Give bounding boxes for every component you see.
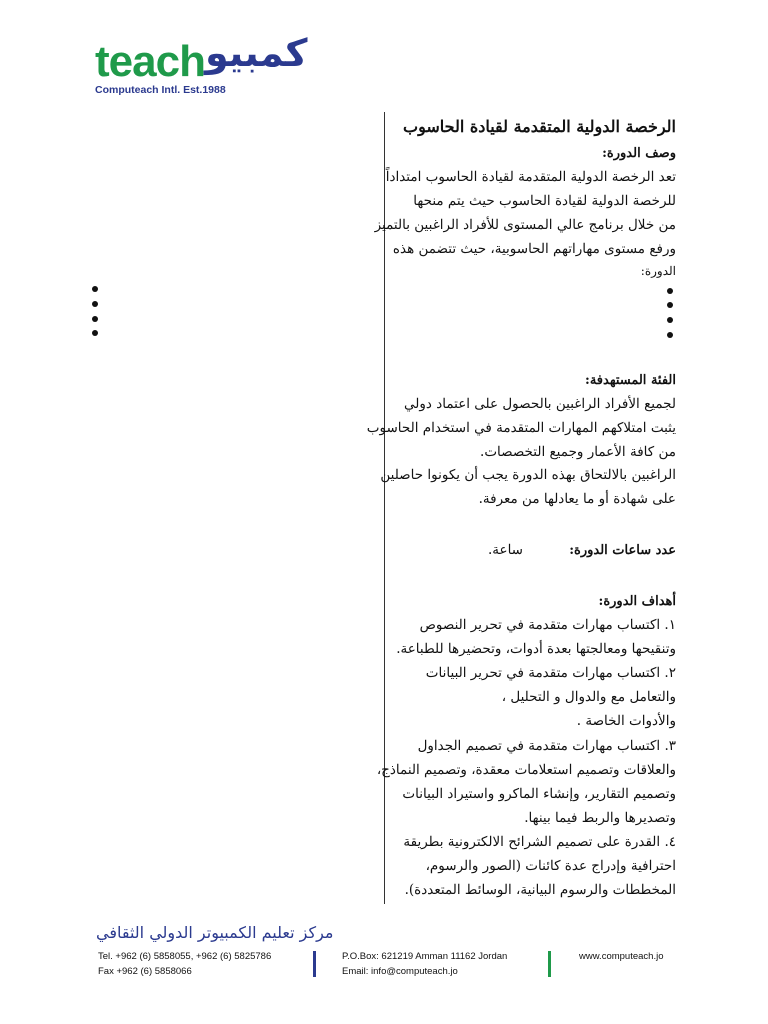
course-title: الرخصة الدولية المتقدمة لقيادة الحاسوب (403, 117, 676, 136)
left-bullet (92, 301, 98, 307)
left-bullet (92, 286, 98, 292)
logo-arabic-text: كمبيو (205, 31, 308, 75)
description-line: الدورة: (640, 264, 676, 278)
description-line: تعد الرخصة الدولية المتقدمة لقيادة الحاسوب امتداداً (385, 169, 676, 185)
goal-line: والأدوات الخاصة . (576, 713, 676, 729)
target-line: الراغبين بالالتحاق بهذه الدورة يجب أن يكونوا حاصلين (380, 467, 676, 483)
goal-line: وتصديرها والربط فيما بينها. (524, 810, 676, 826)
right-bullet (667, 332, 673, 338)
footer-website[interactable]: www.computeach.jo (579, 951, 664, 962)
goal-line: ٣. اكتساب مهارات متقدمة في تصميم الجداول (417, 738, 676, 754)
target-line: من كافة الأعمار وجميع التخصصات. (480, 444, 676, 460)
target-line: يثبت امتلاكهم المهارات المتقدمة في استخدام الحاسوب (366, 420, 676, 436)
goal-line: ١. اكتساب مهارات متقدمة في تحرير النصوص (419, 617, 676, 633)
right-bullet (667, 288, 673, 294)
left-bullet (92, 330, 98, 336)
footer-pobox: P.O.Box: 621219 Amman 11162 Jordan (342, 951, 508, 962)
goal-line: وتصميم التقارير، وإنشاء الماكرو واستيراد البيانات (402, 786, 676, 802)
goal-line: والعلاقات وتصميم استعلامات معقدة، وتصميم النماذج، (376, 762, 676, 778)
logo-tagline: Computeach Intl. Est.1988 (95, 84, 226, 96)
footer-fax: Fax +962 (6) 5858066 (98, 966, 192, 977)
goal-line: ٢. اكتساب مهارات متقدمة في تحرير البيانات (425, 665, 676, 681)
goal-line: والتعامل مع والدوال و التحليل ، (501, 689, 676, 705)
footer-tel: Tel. +962 (6) 5858055, +962 (6) 5825786 (98, 951, 272, 962)
target-line: لجميع الأفراد الراغبين بالحصول على اعتماد دولي (404, 396, 676, 412)
left-bullet (92, 316, 98, 322)
logo-latin-text: teach (95, 37, 205, 86)
footer-email[interactable]: Email: info@computeach.jo (342, 966, 458, 977)
footer-arabic-name: مركز تعليم الكمبيوتر الدولي الثقافي (96, 923, 334, 942)
goal-line: المخططات والرسوم البيانية، الوسائط المتعددة). (404, 882, 676, 898)
target-heading: الفئة المستهدفة: (585, 373, 676, 388)
right-bullet (667, 317, 673, 323)
description-heading: وصف الدورة: (602, 146, 676, 161)
target-line: على شهادة أو ما يعادلها من معرفة. (478, 491, 676, 507)
goal-line: وتنقيحها ومعالجتها بعدة أدوات، وتحضيرها للطباعة. (396, 641, 676, 657)
goals-heading: أهداف الدورة: (598, 594, 676, 609)
right-bullet (667, 302, 673, 308)
footer-divider (313, 951, 316, 977)
footer-divider (548, 951, 551, 977)
description-line: للرخصة الدولية لقيادة الحاسوب حيث يتم منحها (413, 193, 676, 209)
description-line: ورفع مستوى مهاراتهم الحاسوبية، حيث تتضمن هذه (392, 241, 676, 257)
goal-line: ٤. القدرة على تصميم الشرائح الالكترونية بطريقة (403, 834, 676, 850)
goal-line: احترافية وإدراج عدة كائنات (الصور والرسوم، (425, 858, 676, 874)
hours-label: عدد ساعات الدورة: (569, 543, 676, 558)
hours-value: ساعة. (487, 542, 523, 558)
description-line: من خلال برنامج عالي المستوى للأفراد الراغبين بالتميز (374, 217, 676, 233)
